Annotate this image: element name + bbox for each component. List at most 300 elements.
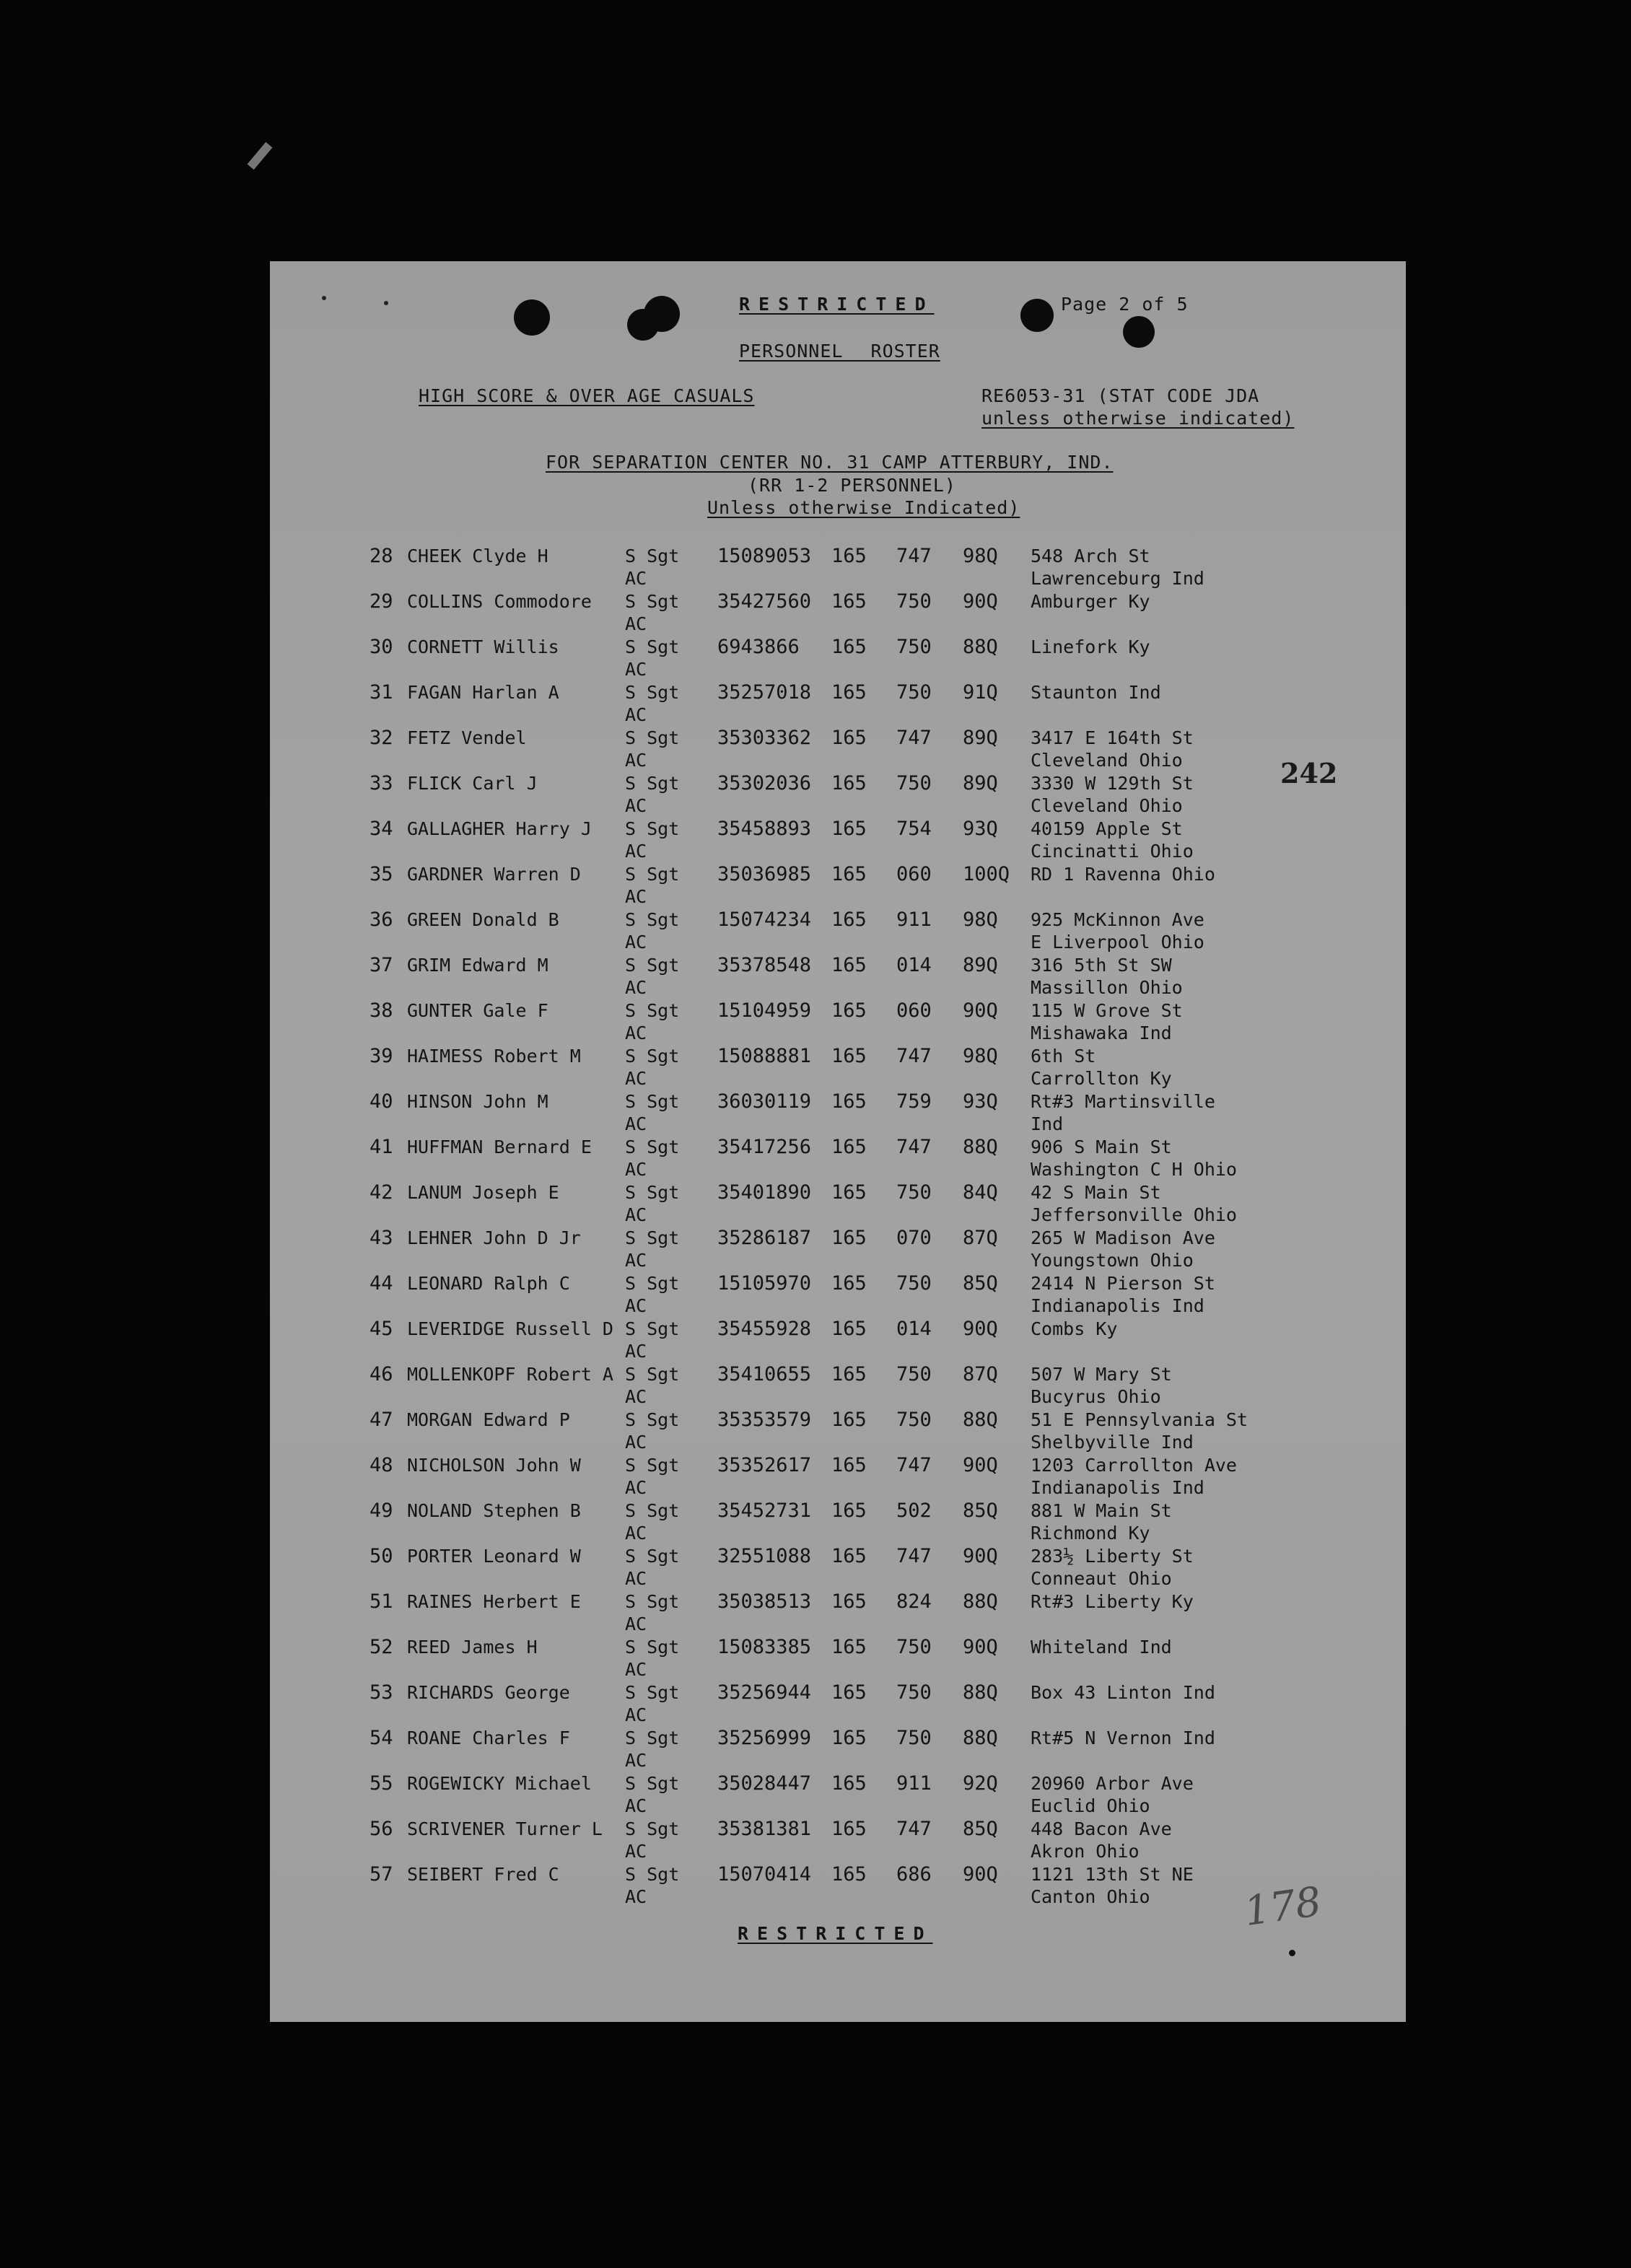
stat-code: RE6053-31 (STAT CODE JDA xyxy=(981,385,1260,406)
address-line-2: Washington C H Ohio xyxy=(1031,1159,1237,1180)
address-line-1: 1203 Carrollton Ave xyxy=(1031,1455,1237,1476)
soldier-name: LEHNER John D Jr xyxy=(407,1227,581,1248)
serial-number: 35038513 xyxy=(717,1590,812,1613)
serial-number: 6943866 xyxy=(717,636,800,658)
serial-number: 35352617 xyxy=(717,1454,812,1476)
code-1: 165 xyxy=(831,1636,867,1658)
table-row xyxy=(270,545,1406,590)
code-1: 165 xyxy=(831,1863,867,1886)
stat-code-note: unless otherwise indicated) xyxy=(981,408,1295,429)
soldier-name: HAIMESS Robert M xyxy=(407,1046,581,1067)
row-number: 52 xyxy=(370,1636,393,1658)
grade: S Sgt xyxy=(625,727,680,748)
code-2: 014 xyxy=(896,954,932,976)
soldier-name: GARDNER Warren D xyxy=(407,864,581,885)
branch: AC xyxy=(625,1750,647,1771)
serial-number: 15070414 xyxy=(717,1863,812,1886)
branch: AC xyxy=(625,932,647,953)
grade: S Sgt xyxy=(625,1273,680,1294)
code-2: 686 xyxy=(896,1863,932,1886)
branch: AC xyxy=(625,1068,647,1089)
branch: AC xyxy=(625,1159,647,1180)
table-row xyxy=(270,1272,1406,1317)
address-line-1: 115 W Grove St xyxy=(1031,1000,1183,1021)
score: 93Q xyxy=(963,818,998,840)
soldier-name: LANUM Joseph E xyxy=(407,1182,559,1203)
grade: S Sgt xyxy=(625,1728,680,1748)
serial-number: 35303362 xyxy=(717,727,812,749)
branch: AC xyxy=(625,1250,647,1271)
serial-number: 35458893 xyxy=(717,818,812,840)
row-number: 56 xyxy=(370,1818,393,1840)
score: 90Q xyxy=(963,1863,998,1886)
row-number: 44 xyxy=(370,1272,393,1295)
speck xyxy=(322,296,326,300)
address-line-2: Carrollton Ky xyxy=(1031,1068,1172,1089)
score: 85Q xyxy=(963,1499,998,1522)
address-line-2: Canton Ohio xyxy=(1031,1886,1150,1907)
punch-hole xyxy=(514,299,550,336)
table-row xyxy=(270,1499,1406,1544)
score: 91Q xyxy=(963,681,998,704)
table-row xyxy=(270,1318,1406,1362)
grade: S Sgt xyxy=(625,1773,680,1794)
page-label: Page 2 of 5 xyxy=(1061,294,1189,315)
code-2: 750 xyxy=(896,772,932,794)
grade: S Sgt xyxy=(625,1318,680,1339)
grade: S Sgt xyxy=(625,1682,680,1703)
soldier-name: RICHARDS George xyxy=(407,1682,570,1703)
address-line-1: 6th St xyxy=(1031,1046,1096,1067)
grade: S Sgt xyxy=(625,1818,680,1839)
code-1: 165 xyxy=(831,863,867,885)
branch: AC xyxy=(625,1341,647,1362)
code-1: 165 xyxy=(831,999,867,1022)
grade: S Sgt xyxy=(625,1591,680,1612)
address-line-1: Rt#3 Martinsville xyxy=(1031,1091,1215,1112)
serial-number: 35455928 xyxy=(717,1318,812,1340)
punch-hole xyxy=(1123,316,1155,348)
serial-number: 35401890 xyxy=(717,1181,812,1204)
code-2: 060 xyxy=(896,863,932,885)
ink-dot xyxy=(1289,1950,1295,1956)
address-line-2: Euclid Ohio xyxy=(1031,1795,1150,1816)
code-2: 750 xyxy=(896,681,932,704)
serial-number: 35256999 xyxy=(717,1727,812,1749)
branch: AC xyxy=(625,1568,647,1589)
classification-footer: RESTRICTED xyxy=(738,1923,933,1944)
branch: AC xyxy=(625,1704,647,1725)
serial-number: 15089053 xyxy=(717,545,812,567)
address-line-1: Rt#5 N Vernon Ind xyxy=(1031,1728,1215,1748)
branch: AC xyxy=(625,1204,647,1225)
code-2: 750 xyxy=(896,1272,932,1295)
grade: S Sgt xyxy=(625,1546,680,1567)
branch: AC xyxy=(625,841,647,862)
grade: S Sgt xyxy=(625,1137,680,1157)
soldier-name: ROGEWICKY Michael xyxy=(407,1773,592,1794)
soldier-name: GALLAGHER Harry J xyxy=(407,818,592,839)
branch: AC xyxy=(625,750,647,771)
address-line-2: Bucyrus Ohio xyxy=(1031,1386,1161,1407)
score: 88Q xyxy=(963,1590,998,1613)
score: 90Q xyxy=(963,1545,998,1567)
address-line-2: Cincinatti Ohio xyxy=(1031,841,1194,862)
roster-page xyxy=(270,261,1406,2022)
branch: AC xyxy=(625,1023,647,1043)
row-number: 29 xyxy=(370,590,393,613)
address-line-1: 42 S Main St xyxy=(1031,1182,1161,1203)
address-line-1: Whiteland Ind xyxy=(1031,1637,1172,1658)
grade: S Sgt xyxy=(625,1455,680,1476)
table-row xyxy=(270,1772,1406,1817)
punch-hole xyxy=(627,309,659,341)
address-line-1: 51 E Pennsylvania St xyxy=(1031,1409,1249,1430)
scan-artifact xyxy=(248,142,273,170)
row-number: 49 xyxy=(370,1499,393,1522)
grade: S Sgt xyxy=(625,546,680,566)
score: 98Q xyxy=(963,545,998,567)
row-number: 28 xyxy=(370,545,393,567)
serial-number: 35417256 xyxy=(717,1136,812,1158)
row-number: 36 xyxy=(370,908,393,931)
row-number: 48 xyxy=(370,1454,393,1476)
pencil-number: 178 xyxy=(1241,1878,1324,1936)
table-row xyxy=(270,1409,1406,1453)
destination: FOR SEPARATION CENTER NO. 31 CAMP ATTERBURY, IND. xyxy=(546,452,1114,473)
soldier-name: FLICK Carl J xyxy=(407,773,538,794)
code-2: 747 xyxy=(896,1545,932,1567)
address-line-1: 906 S Main St xyxy=(1031,1137,1172,1157)
table-row xyxy=(270,1545,1406,1590)
code-1: 165 xyxy=(831,1090,867,1113)
branch: AC xyxy=(625,1659,647,1680)
soldier-name: REED James H xyxy=(407,1637,538,1658)
address-line-2: Ind xyxy=(1031,1113,1064,1134)
code-2: 750 xyxy=(896,1363,932,1385)
unless-note: Unless otherwise Indicated) xyxy=(707,497,1020,518)
stamped-number: 242 xyxy=(1280,757,1338,789)
serial-number: 35381381 xyxy=(717,1818,812,1840)
code-1: 165 xyxy=(831,1409,867,1431)
serial-number: 15083385 xyxy=(717,1636,812,1658)
branch: AC xyxy=(625,659,647,680)
address-line-1: Box 43 Linton Ind xyxy=(1031,1682,1215,1703)
score: 93Q xyxy=(963,1090,998,1113)
code-2: 747 xyxy=(896,1454,932,1476)
score: 88Q xyxy=(963,1681,998,1704)
serial-number: 35256944 xyxy=(717,1681,812,1704)
address-line-1: 881 W Main St xyxy=(1031,1500,1172,1521)
table-row xyxy=(270,863,1406,908)
address-line-1: Rt#3 Liberty Ky xyxy=(1031,1591,1194,1612)
code-1: 165 xyxy=(831,636,867,658)
score: 84Q xyxy=(963,1181,998,1204)
soldier-name: RAINES Herbert E xyxy=(407,1591,581,1612)
code-1: 165 xyxy=(831,681,867,704)
grade: S Sgt xyxy=(625,636,680,657)
serial-number: 15074234 xyxy=(717,908,812,931)
score: 98Q xyxy=(963,908,998,931)
score: 88Q xyxy=(963,1409,998,1431)
soldier-name: SEIBERT Fred C xyxy=(407,1864,559,1885)
address-line-2: Massillon Ohio xyxy=(1031,977,1183,998)
branch: AC xyxy=(625,613,647,634)
soldier-name: HINSON John M xyxy=(407,1091,548,1112)
code-1: 165 xyxy=(831,1363,867,1385)
branch: AC xyxy=(625,1386,647,1407)
table-row xyxy=(270,1045,1406,1090)
branch: AC xyxy=(625,1614,647,1634)
code-2: 750 xyxy=(896,590,932,613)
serial-number: 35257018 xyxy=(717,681,812,704)
row-number: 37 xyxy=(370,954,393,976)
soldier-name: MOLLENKOPF Robert A xyxy=(407,1364,613,1385)
code-2: 754 xyxy=(896,818,932,840)
grade: S Sgt xyxy=(625,955,680,976)
address-line-1: 548 Arch St xyxy=(1031,546,1150,566)
branch: AC xyxy=(625,795,647,816)
grade: S Sgt xyxy=(625,1637,680,1658)
grade: S Sgt xyxy=(625,1864,680,1885)
address-line-1: 40159 Apple St xyxy=(1031,818,1183,839)
code-1: 165 xyxy=(831,727,867,749)
serial-number: 35302036 xyxy=(717,772,812,794)
score: 87Q xyxy=(963,1227,998,1249)
code-2: 750 xyxy=(896,1181,932,1204)
grade: S Sgt xyxy=(625,1046,680,1067)
address-line-1: Amburger Ky xyxy=(1031,591,1150,612)
branch: AC xyxy=(625,1886,647,1907)
code-1: 165 xyxy=(831,1045,867,1067)
row-number: 46 xyxy=(370,1363,393,1385)
code-1: 165 xyxy=(831,1318,867,1340)
row-number: 32 xyxy=(370,727,393,749)
address-line-1: Combs Ky xyxy=(1031,1318,1118,1339)
address-line-2: Lawrenceburg Ind xyxy=(1031,568,1204,589)
serial-number: 35427560 xyxy=(717,590,812,613)
soldier-name: NOLAND Stephen B xyxy=(407,1500,581,1521)
speck xyxy=(384,301,388,305)
soldier-name: GREEN Donald B xyxy=(407,909,559,930)
branch: AC xyxy=(625,568,647,589)
soldier-name: ROANE Charles F xyxy=(407,1728,570,1748)
code-1: 165 xyxy=(831,954,867,976)
score: 87Q xyxy=(963,1363,998,1385)
table-row xyxy=(270,590,1406,635)
personnel-note: (RR 1-2 PERSONNEL) xyxy=(748,475,956,496)
score: 85Q xyxy=(963,1818,998,1840)
address-line-1: 507 W Mary St xyxy=(1031,1364,1172,1385)
soldier-name: CORNETT Willis xyxy=(407,636,559,657)
code-2: 747 xyxy=(896,1045,932,1067)
code-2: 911 xyxy=(896,1772,932,1795)
score: 88Q xyxy=(963,1727,998,1749)
soldier-name: NICHOLSON John W xyxy=(407,1455,581,1476)
table-row xyxy=(270,681,1406,726)
code-1: 165 xyxy=(831,590,867,613)
address-line-2: Indianapolis Ind xyxy=(1031,1477,1204,1498)
branch: AC xyxy=(625,1841,647,1862)
address-line-1: 448 Bacon Ave xyxy=(1031,1818,1172,1839)
branch: AC xyxy=(625,886,647,907)
score: 90Q xyxy=(963,1318,998,1340)
address-line-1: 3330 W 129th St xyxy=(1031,773,1194,794)
table-row xyxy=(270,1090,1406,1135)
grade: S Sgt xyxy=(625,682,680,703)
code-2: 824 xyxy=(896,1590,932,1613)
score: 88Q xyxy=(963,1136,998,1158)
score: 90Q xyxy=(963,1636,998,1658)
grade: S Sgt xyxy=(625,1500,680,1521)
code-2: 747 xyxy=(896,727,932,749)
table-row xyxy=(270,1727,1406,1772)
unit-name: HIGH SCORE & OVER AGE CASUALS xyxy=(419,385,755,406)
code-1: 165 xyxy=(831,1227,867,1249)
soldier-name: PORTER Leonard W xyxy=(407,1546,581,1567)
row-number: 55 xyxy=(370,1772,393,1795)
address-line-1: RD 1 Ravenna Ohio xyxy=(1031,864,1215,885)
soldier-name: MORGAN Edward P xyxy=(407,1409,570,1430)
code-2: 747 xyxy=(896,1136,932,1158)
score: 90Q xyxy=(963,1454,998,1476)
grade: S Sgt xyxy=(625,1227,680,1248)
serial-number: 35028447 xyxy=(717,1772,812,1795)
code-1: 165 xyxy=(831,1136,867,1158)
soldier-name: LEONARD Ralph C xyxy=(407,1273,570,1294)
code-1: 165 xyxy=(831,1181,867,1204)
grade: S Sgt xyxy=(625,591,680,612)
code-2: 750 xyxy=(896,636,932,658)
grade: S Sgt xyxy=(625,909,680,930)
score: 88Q xyxy=(963,636,998,658)
table-row xyxy=(270,1363,1406,1408)
row-number: 38 xyxy=(370,999,393,1022)
row-number: 53 xyxy=(370,1681,393,1704)
code-2: 502 xyxy=(896,1499,932,1522)
row-number: 34 xyxy=(370,818,393,840)
soldier-name: SCRIVENER Turner L xyxy=(407,1818,603,1839)
code-2: 750 xyxy=(896,1727,932,1749)
code-1: 165 xyxy=(831,908,867,931)
code-2: 750 xyxy=(896,1681,932,1704)
table-row xyxy=(270,1590,1406,1635)
address-line-1: 283½ Liberty St xyxy=(1031,1546,1194,1567)
code-2: 060 xyxy=(896,999,932,1022)
code-1: 165 xyxy=(831,818,867,840)
code-1: 165 xyxy=(831,1681,867,1704)
row-number: 35 xyxy=(370,863,393,885)
score: 98Q xyxy=(963,1045,998,1067)
serial-number: 32551088 xyxy=(717,1545,812,1567)
row-number: 39 xyxy=(370,1045,393,1067)
address-line-2: Cleveland Ohio xyxy=(1031,750,1183,771)
address-line-1: 316 5th St SW xyxy=(1031,955,1172,976)
address-line-2: Youngstown Ohio xyxy=(1031,1250,1194,1271)
soldier-name: GRIM Edward M xyxy=(407,955,548,976)
row-number: 42 xyxy=(370,1181,393,1204)
score: 90Q xyxy=(963,590,998,613)
address-line-1: 1121 13th St NE xyxy=(1031,1864,1194,1885)
code-1: 165 xyxy=(831,545,867,567)
table-row xyxy=(270,908,1406,953)
table-row xyxy=(270,772,1406,817)
row-number: 40 xyxy=(370,1090,393,1113)
address-line-1: 20960 Arbor Ave xyxy=(1031,1773,1194,1794)
table-row xyxy=(270,999,1406,1044)
code-1: 165 xyxy=(831,1272,867,1295)
code-2: 747 xyxy=(896,545,932,567)
code-1: 165 xyxy=(831,1499,867,1522)
serial-number: 15104959 xyxy=(717,999,812,1022)
table-row xyxy=(270,1136,1406,1181)
address-line-2: Akron Ohio xyxy=(1031,1841,1140,1862)
address-line-1: 3417 E 164th St xyxy=(1031,727,1194,748)
grade: S Sgt xyxy=(625,773,680,794)
address-line-1: 265 W Madison Ave xyxy=(1031,1227,1215,1248)
address-line-2: Mishawaka Ind xyxy=(1031,1023,1172,1043)
serial-number: 35286187 xyxy=(717,1227,812,1249)
code-1: 165 xyxy=(831,1590,867,1613)
punch-hole xyxy=(1020,299,1054,332)
serial-number: 35452731 xyxy=(717,1499,812,1522)
address-line-2: E Liverpool Ohio xyxy=(1031,932,1204,953)
branch: AC xyxy=(625,1295,647,1316)
address-line-2: Shelbyville Ind xyxy=(1031,1432,1194,1453)
table-row xyxy=(270,954,1406,999)
soldier-name: GUNTER Gale F xyxy=(407,1000,548,1021)
address-line-2: Jeffersonville Ohio xyxy=(1031,1204,1237,1225)
code-2: 750 xyxy=(896,1636,932,1658)
row-number: 30 xyxy=(370,636,393,658)
serial-number: 15088881 xyxy=(717,1045,812,1067)
code-2: 070 xyxy=(896,1227,932,1249)
soldier-name: LEVERIDGE Russell D xyxy=(407,1318,613,1339)
score: 89Q xyxy=(963,954,998,976)
branch: AC xyxy=(625,1432,647,1453)
table-row xyxy=(270,1863,1406,1908)
grade: S Sgt xyxy=(625,1364,680,1385)
table-row xyxy=(270,1454,1406,1499)
address-line-2: Richmond Ky xyxy=(1031,1523,1150,1544)
row-number: 54 xyxy=(370,1727,393,1749)
soldier-name: FAGAN Harlan A xyxy=(407,682,559,703)
code-1: 165 xyxy=(831,772,867,794)
address-line-1: 925 McKinnon Ave xyxy=(1031,909,1204,930)
table-row xyxy=(270,1227,1406,1271)
address-line-2: Conneaut Ohio xyxy=(1031,1568,1172,1589)
document-title: PERSONNEL ROSTER xyxy=(739,341,940,362)
table-row xyxy=(270,636,1406,680)
address-line-2: Cleveland Ohio xyxy=(1031,795,1183,816)
table-row xyxy=(270,727,1406,771)
grade: S Sgt xyxy=(625,818,680,839)
row-number: 47 xyxy=(370,1409,393,1431)
code-2: 014 xyxy=(896,1318,932,1340)
serial-number: 35036985 xyxy=(717,863,812,885)
score: 85Q xyxy=(963,1272,998,1295)
code-1: 165 xyxy=(831,1772,867,1795)
row-number: 50 xyxy=(370,1545,393,1567)
row-number: 51 xyxy=(370,1590,393,1613)
classification-header: RESTRICTED xyxy=(739,294,935,315)
table-row xyxy=(270,818,1406,862)
branch: AC xyxy=(625,977,647,998)
grade: S Sgt xyxy=(625,1000,680,1021)
table-row xyxy=(270,1818,1406,1862)
branch: AC xyxy=(625,1113,647,1134)
table-row xyxy=(270,1636,1406,1681)
